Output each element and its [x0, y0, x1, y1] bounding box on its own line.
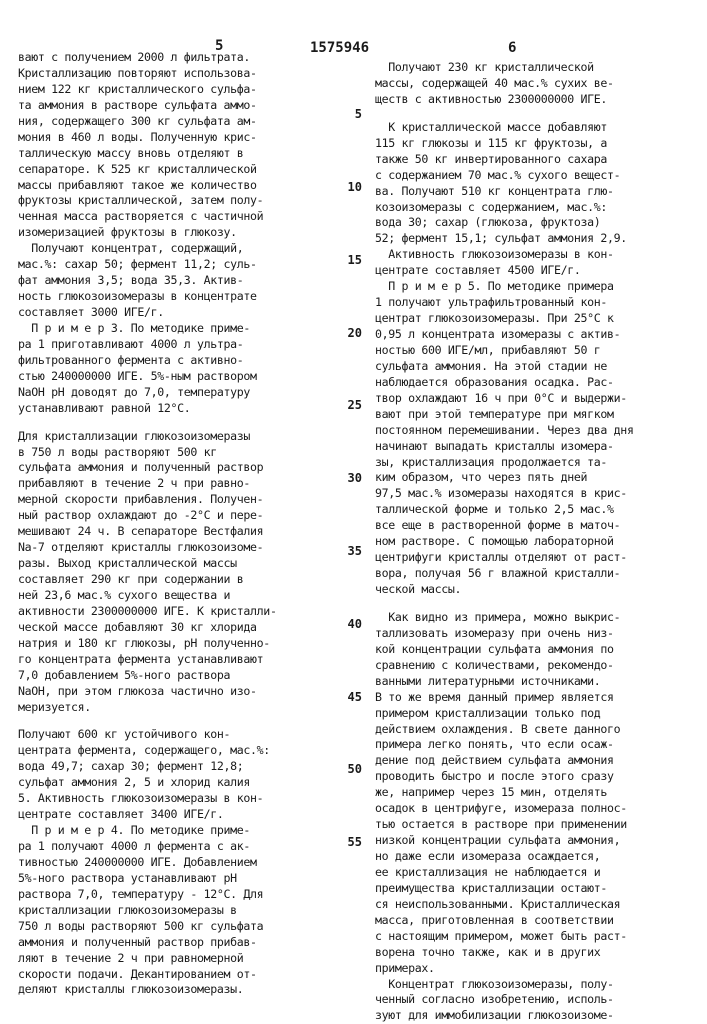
line-number: 15 — [338, 253, 362, 267]
text-line: ся неиспользованными. Кристаллическая — [375, 897, 707, 913]
text-line: Получают концентрат, содержащий, — [18, 241, 350, 257]
text-line: П р и м е р 5. По методике примера — [375, 279, 707, 295]
text-line: NaOH pH доводят до 7,0, температуру — [18, 385, 350, 401]
text-line: мас.%: сахар 50; фермент 11,2; суль- — [18, 257, 350, 273]
line-number: 35 — [338, 544, 362, 558]
text-line: с содержанием 70 мас.% сухого вещест- — [375, 168, 707, 184]
text-line: составляет 3000 ИГЕ/г. — [18, 305, 350, 321]
text-line: ностью 600 ИГЕ/мл, прибавляют 50 г — [375, 343, 707, 359]
text-line: нием 122 кг кристаллического сульфа- — [18, 82, 350, 98]
text-line — [375, 108, 707, 120]
text-line: разы. Выход кристаллической массы — [18, 556, 350, 572]
text-line: примером кристаллизации только под — [375, 706, 707, 722]
text-line: В то же время данный пример является — [375, 690, 707, 706]
text-line: ченный согласно изобретению, исполь- — [375, 992, 707, 1008]
text-line: 7,0 добавлением 5%-ного раствора — [18, 668, 350, 684]
text-line: 5%-ного раствора устанавливают pH — [18, 871, 350, 887]
line-number: 30 — [338, 471, 362, 485]
line-number: 40 — [338, 617, 362, 631]
text-line: 52; фермент 15,1; сульфат аммония 2,9. — [375, 231, 707, 247]
text-line: 97,5 мас.% изомеразы находятся в крис- — [375, 486, 707, 502]
text-line: сульфата аммония и полученный раствор — [18, 460, 350, 476]
text-line — [18, 417, 350, 429]
text-line: таллизовать изомеразу при очень низ- — [375, 626, 707, 642]
text-line: ческой массы. — [375, 582, 707, 598]
text-line: ном растворе. С помощью лабораторной — [375, 534, 707, 550]
text-line: активности 2300000000 ИГЕ. К кристалли- — [18, 604, 350, 620]
left-text-column — [18, 50, 350, 998]
text-line: массы прибавляют такое же количество — [18, 178, 350, 194]
line-number: 45 — [338, 690, 362, 704]
text-line: центрифуги кристаллы отделяют от раст- — [375, 550, 707, 566]
text-line: масса, приготовленная в соответствии — [375, 913, 707, 929]
text-line: Как видно из примера, можно выкрис- — [375, 610, 707, 626]
text-line: сравнению с количествами, рекомендо- — [375, 658, 707, 674]
text-line: преимущества кристаллизации остают- — [375, 881, 707, 897]
text-line: тью остается в растворе при применении — [375, 817, 707, 833]
line-number: 20 — [338, 326, 362, 340]
text-line: прибавляют в течение 2 ч при равно- — [18, 476, 350, 492]
text-line: фат аммония 3,5; вода 35,3. Актив- — [18, 273, 350, 289]
text-line: Получают 230 кг кристаллической — [375, 60, 707, 76]
text-line: сепараторе. К 525 кг кристаллической — [18, 162, 350, 178]
text-line: ким образом, что через пять дней — [375, 470, 707, 486]
text-line: устанавливают равной 12°С. — [18, 401, 350, 417]
text-line: ность глюкозоизомеразы в концентрате — [18, 289, 350, 305]
text-line: изомеризацией фруктозы в глюкозу. — [18, 225, 350, 241]
text-line: ра 1 получают 4000 л фермента с ак- — [18, 839, 350, 855]
text-line: П р и м е р 3. По методике приме- — [18, 321, 350, 337]
line-number: 50 — [338, 762, 362, 776]
text-line: кристаллизации глюкозоизомеразы в — [18, 903, 350, 919]
text-line: скорости подачи. Декантированием от- — [18, 967, 350, 983]
text-line: вают при этой температуре при мягком — [375, 407, 707, 423]
page-number-right: 6 — [508, 40, 516, 56]
text-line: ществ с активностью 2300000000 ИГЕ. — [375, 92, 707, 108]
text-line: ванными литературными источниками. — [375, 674, 707, 690]
text-line: NaOH, при этом глюкоза частично изо- — [18, 684, 350, 700]
text-line: примера легко понять, что если осаж- — [375, 737, 707, 753]
text-line: ния, содержащего 300 кг сульфата ам- — [18, 114, 350, 130]
text-line: центрате составляет 4500 ИГЕ/г. — [375, 263, 707, 279]
text-line: таллическую массу вновь отделяют в — [18, 146, 350, 162]
text-line: натрия и 180 кг глюкозы, pH полученно- — [18, 636, 350, 652]
text-line: 5. Активность глюкозоизомеразы в кон- — [18, 791, 350, 807]
text-line: массы, содержащей 40 мас.% сухих ве- — [375, 76, 707, 92]
text-line: центрат глюкозоизомеразы. При 25°С к — [375, 311, 707, 327]
patent-number: 1575946 — [310, 40, 369, 56]
text-line: сульфата аммония. На этой стадии не — [375, 359, 707, 375]
text-line: ченная масса растворяется с частичной — [18, 209, 350, 225]
text-line: Концентрат глюкозоизомеразы, полу- — [375, 977, 707, 993]
text-line: та аммония в растворе сульфата аммо- — [18, 98, 350, 114]
line-number: 25 — [338, 398, 362, 412]
text-line: ра 1 приготавливают 4000 л ультра- — [18, 337, 350, 353]
text-line: вода 30; сахар (глюкоза, фруктоза) — [375, 215, 707, 231]
text-line: ческой массе добавляют 30 кг хлорида — [18, 620, 350, 636]
text-line: примерах. — [375, 961, 707, 977]
text-line — [375, 598, 707, 610]
text-line: зуют для иммобилизации глюкозоизоме- — [375, 1008, 707, 1024]
text-line: ней 23,6 мас.% сухого вещества и — [18, 588, 350, 604]
text-line: проводить быстро и после этого сразу — [375, 769, 707, 785]
line-number: 5 — [338, 107, 362, 121]
line-number: 55 — [338, 835, 362, 849]
text-line: кой концентрации сульфата аммония по — [375, 642, 707, 658]
text-line: го концентрата фермента устанавливают — [18, 652, 350, 668]
text-line: тивностью 240000000 ИГЕ. Добавлением — [18, 855, 350, 871]
text-line: с настоящим примером, может быть раст- — [375, 929, 707, 945]
text-line: зы, кристаллизация продолжается та- — [375, 455, 707, 471]
text-line: 0,95 л концентрата изомеразы с актив- — [375, 327, 707, 343]
text-line: центрате составляет 3400 ИГЕ/г. — [18, 807, 350, 823]
text-line: Nа-7 отделяют кристаллы глюкозоизоме- — [18, 540, 350, 556]
text-line: также 50 кг инвертированного сахара — [375, 152, 707, 168]
text-line: Для кристаллизации глюкозоизомеразы — [18, 429, 350, 445]
text-line: ва. Получают 510 кг концентрата глю- — [375, 184, 707, 200]
text-line: действием охлаждения. В свете данного — [375, 722, 707, 738]
text-line: но даже если изомераза осаждается, — [375, 849, 707, 865]
text-line: 1 получают ультрафильтрованный кон- — [375, 295, 707, 311]
text-line: таллической форме и только 2,5 мас.% — [375, 502, 707, 518]
text-line: деляют кристаллы глюкозоизомеразы. — [18, 982, 350, 998]
right-text-column — [375, 60, 707, 1024]
text-line: Получают 600 кг устойчивого кон- — [18, 727, 350, 743]
text-line: фруктозы кристаллической, затем полу- — [18, 193, 350, 209]
text-line: центрата фермента, содержащего, мас.%: — [18, 743, 350, 759]
text-line: все еще в растворенной форме в маточ- — [375, 518, 707, 534]
text-line: 750 л воды растворяют 500 кг сульфата — [18, 919, 350, 935]
text-line: ее кристаллизация не наблюдается и — [375, 865, 707, 881]
text-line: фильтрованного фермента с активно- — [18, 353, 350, 369]
text-line: козоизомеразы с содержанием, мас.%: — [375, 200, 707, 216]
text-line: низкой концентрации сульфата аммония, — [375, 833, 707, 849]
text-line: ляют в течение 2 ч при равномерной — [18, 951, 350, 967]
text-line: твор охлаждают 16 ч при 0°С и выдержи- — [375, 391, 707, 407]
text-line: П р и м е р 4. По методике приме- — [18, 823, 350, 839]
text-line: составляет 290 кг при содержании в — [18, 572, 350, 588]
text-line: в 750 л воды растворяют 500 кг — [18, 445, 350, 461]
text-line: вают с получением 2000 л фильтрата. — [18, 50, 350, 66]
text-line: аммония и полученный раствор прибав- — [18, 935, 350, 951]
text-line: наблюдается образования осадка. Рас- — [375, 375, 707, 391]
text-line: мерной скорости прибавления. Получен- — [18, 492, 350, 508]
text-line: ворена точно также, как и в других — [375, 945, 707, 961]
text-line: вора, получая 56 г влажной кристалли- — [375, 566, 707, 582]
text-line: же, например через 15 мин, отделять — [375, 785, 707, 801]
text-line: дение под действием сульфата аммония — [375, 753, 707, 769]
text-line: мония в 460 л воды. Полученную крис- — [18, 130, 350, 146]
text-line: осадок в центрифуге, изомераза полнос- — [375, 801, 707, 817]
text-line: мешивают 24 ч. В сепараторе Вестфалия — [18, 524, 350, 540]
text-line: меризуется. — [18, 700, 350, 716]
text-line: К кристаллической массе добавляют — [375, 120, 707, 136]
text-line: постоянном перемешивании. Через два дня — [375, 423, 707, 439]
text-line: раствора 7,0, температуру - 12°С. Для — [18, 887, 350, 903]
text-line — [18, 715, 350, 727]
text-line: вода 49,7; сахар 30; фермент 12,8; — [18, 759, 350, 775]
text-line: стью 240000000 ИГЕ. 5%-ным раствором — [18, 369, 350, 385]
text-line: начинают выпадать кристаллы изомера- — [375, 439, 707, 455]
text-line: ный раствор охлаждают до -2°С и пере- — [18, 508, 350, 524]
page-number-left: 5 — [215, 38, 223, 54]
text-line: Кристаллизацию повторяют использова- — [18, 66, 350, 82]
text-line: Активность глюкозоизомеразы в кон- — [375, 247, 707, 263]
text-line: сульфат аммония 2, 5 и хлорид калия — [18, 775, 350, 791]
text-line: 115 кг глюкозы и 115 кг фруктозы, а — [375, 136, 707, 152]
line-number: 10 — [338, 180, 362, 194]
